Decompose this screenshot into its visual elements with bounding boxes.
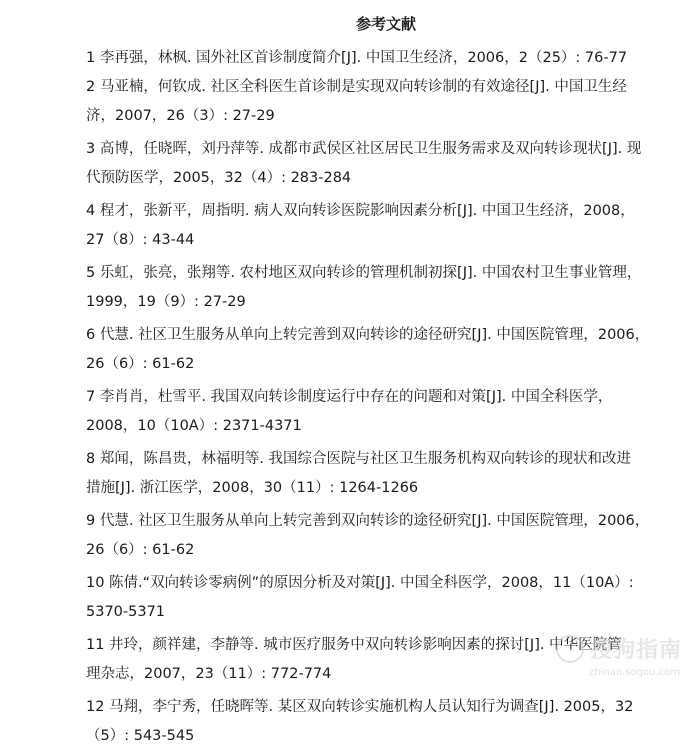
reference-line: 济，2007，26（3）: 27-29	[86, 108, 275, 124]
reference-line: 5 乐虹，张亮，张翔等. 农村地区双向转诊的管理机制初探[J]. 中国农村卫生事业管理，	[86, 265, 642, 281]
watermark-sub: zhinan.sogou.com	[588, 667, 680, 678]
reference-line: 代预防医学，2005，32（4）: 283-284	[86, 170, 352, 186]
reference-list	[86, 44, 652, 751]
reference-line: 27（8）: 43-44	[86, 232, 195, 248]
reference-line: 1 李再强，林枫. 国外社区首诊制度简介[J]. 中国卫生经济，2006，2（25）: 76-77	[86, 50, 628, 66]
reference-line: （5）: 543-545	[86, 728, 195, 744]
reference-line: 26（6）: 61-62	[86, 356, 195, 372]
reference-line: 10 陈倩.“双向转诊零病例”的原因分析及对策[J]. 中国全科医学，2008，11（10A）:	[86, 575, 634, 591]
reference-line: 2 马亚楠，何钦成. 社区全科医生首诊制是实现双向转诊制的有效途径[J]. 中国卫生经	[86, 79, 627, 95]
reference-line: 理杂志，2007，23（11）: 772-774	[86, 666, 332, 682]
reference-line: 8 郑闻，陈昌贵，林福明等. 我国综合医院与社区卫生服务机构双向转诊的现状和改进	[86, 451, 632, 467]
reference-line: 3 高博，任晓晖，刘丹萍等. 成都市武侯区社区居民卫生服务需求及双向转诊现状[J]. 现	[86, 141, 642, 157]
reference-line: 2008，10（10A）: 2371-4371	[86, 418, 302, 434]
reference-line: 7 李肖肖，杜雪平. 我国双向转诊制度运行中存在的问题和对策[J]. 中国全科医学，	[86, 389, 613, 405]
reference-line: 4 程才，张新平，周指明. 病人双向转诊医院影响因素分析[J]. 中国卫生经济，2008，	[86, 203, 635, 219]
reference-line: 26（6）: 61-62	[86, 542, 195, 558]
reference-line: 5370-5371	[86, 604, 166, 620]
watermark-text: 搜狗指南	[589, 638, 682, 663]
reference-line: 9 代慧. 社区卫生服务从单向上转完善到双向转诊的途径研究[J]. 中国医院管理，2006，	[86, 513, 650, 529]
reference-line: 措施[J]. 浙江医学，2008，30（11）: 1264-1266	[86, 480, 419, 496]
reference-line: 11 井玲，颜祥建，李静等. 城市医疗服务中双向转诊影响因素的探讨[J]. 中华医院管	[86, 637, 622, 653]
reference-line: 1999，19（9）: 27-29	[86, 294, 246, 310]
reference-line: 6 代慧. 社区卫生服务从单向上转完善到双向转诊的途径研究[J]. 中国医院管理，2006，	[86, 327, 650, 343]
reference-line: 12 马翔，李宁秀，任晓晖等. 某区双向转诊实施机构人员认知行为调查[J]. 2005，32	[86, 699, 634, 715]
page-title: 参考文献	[355, 15, 416, 33]
